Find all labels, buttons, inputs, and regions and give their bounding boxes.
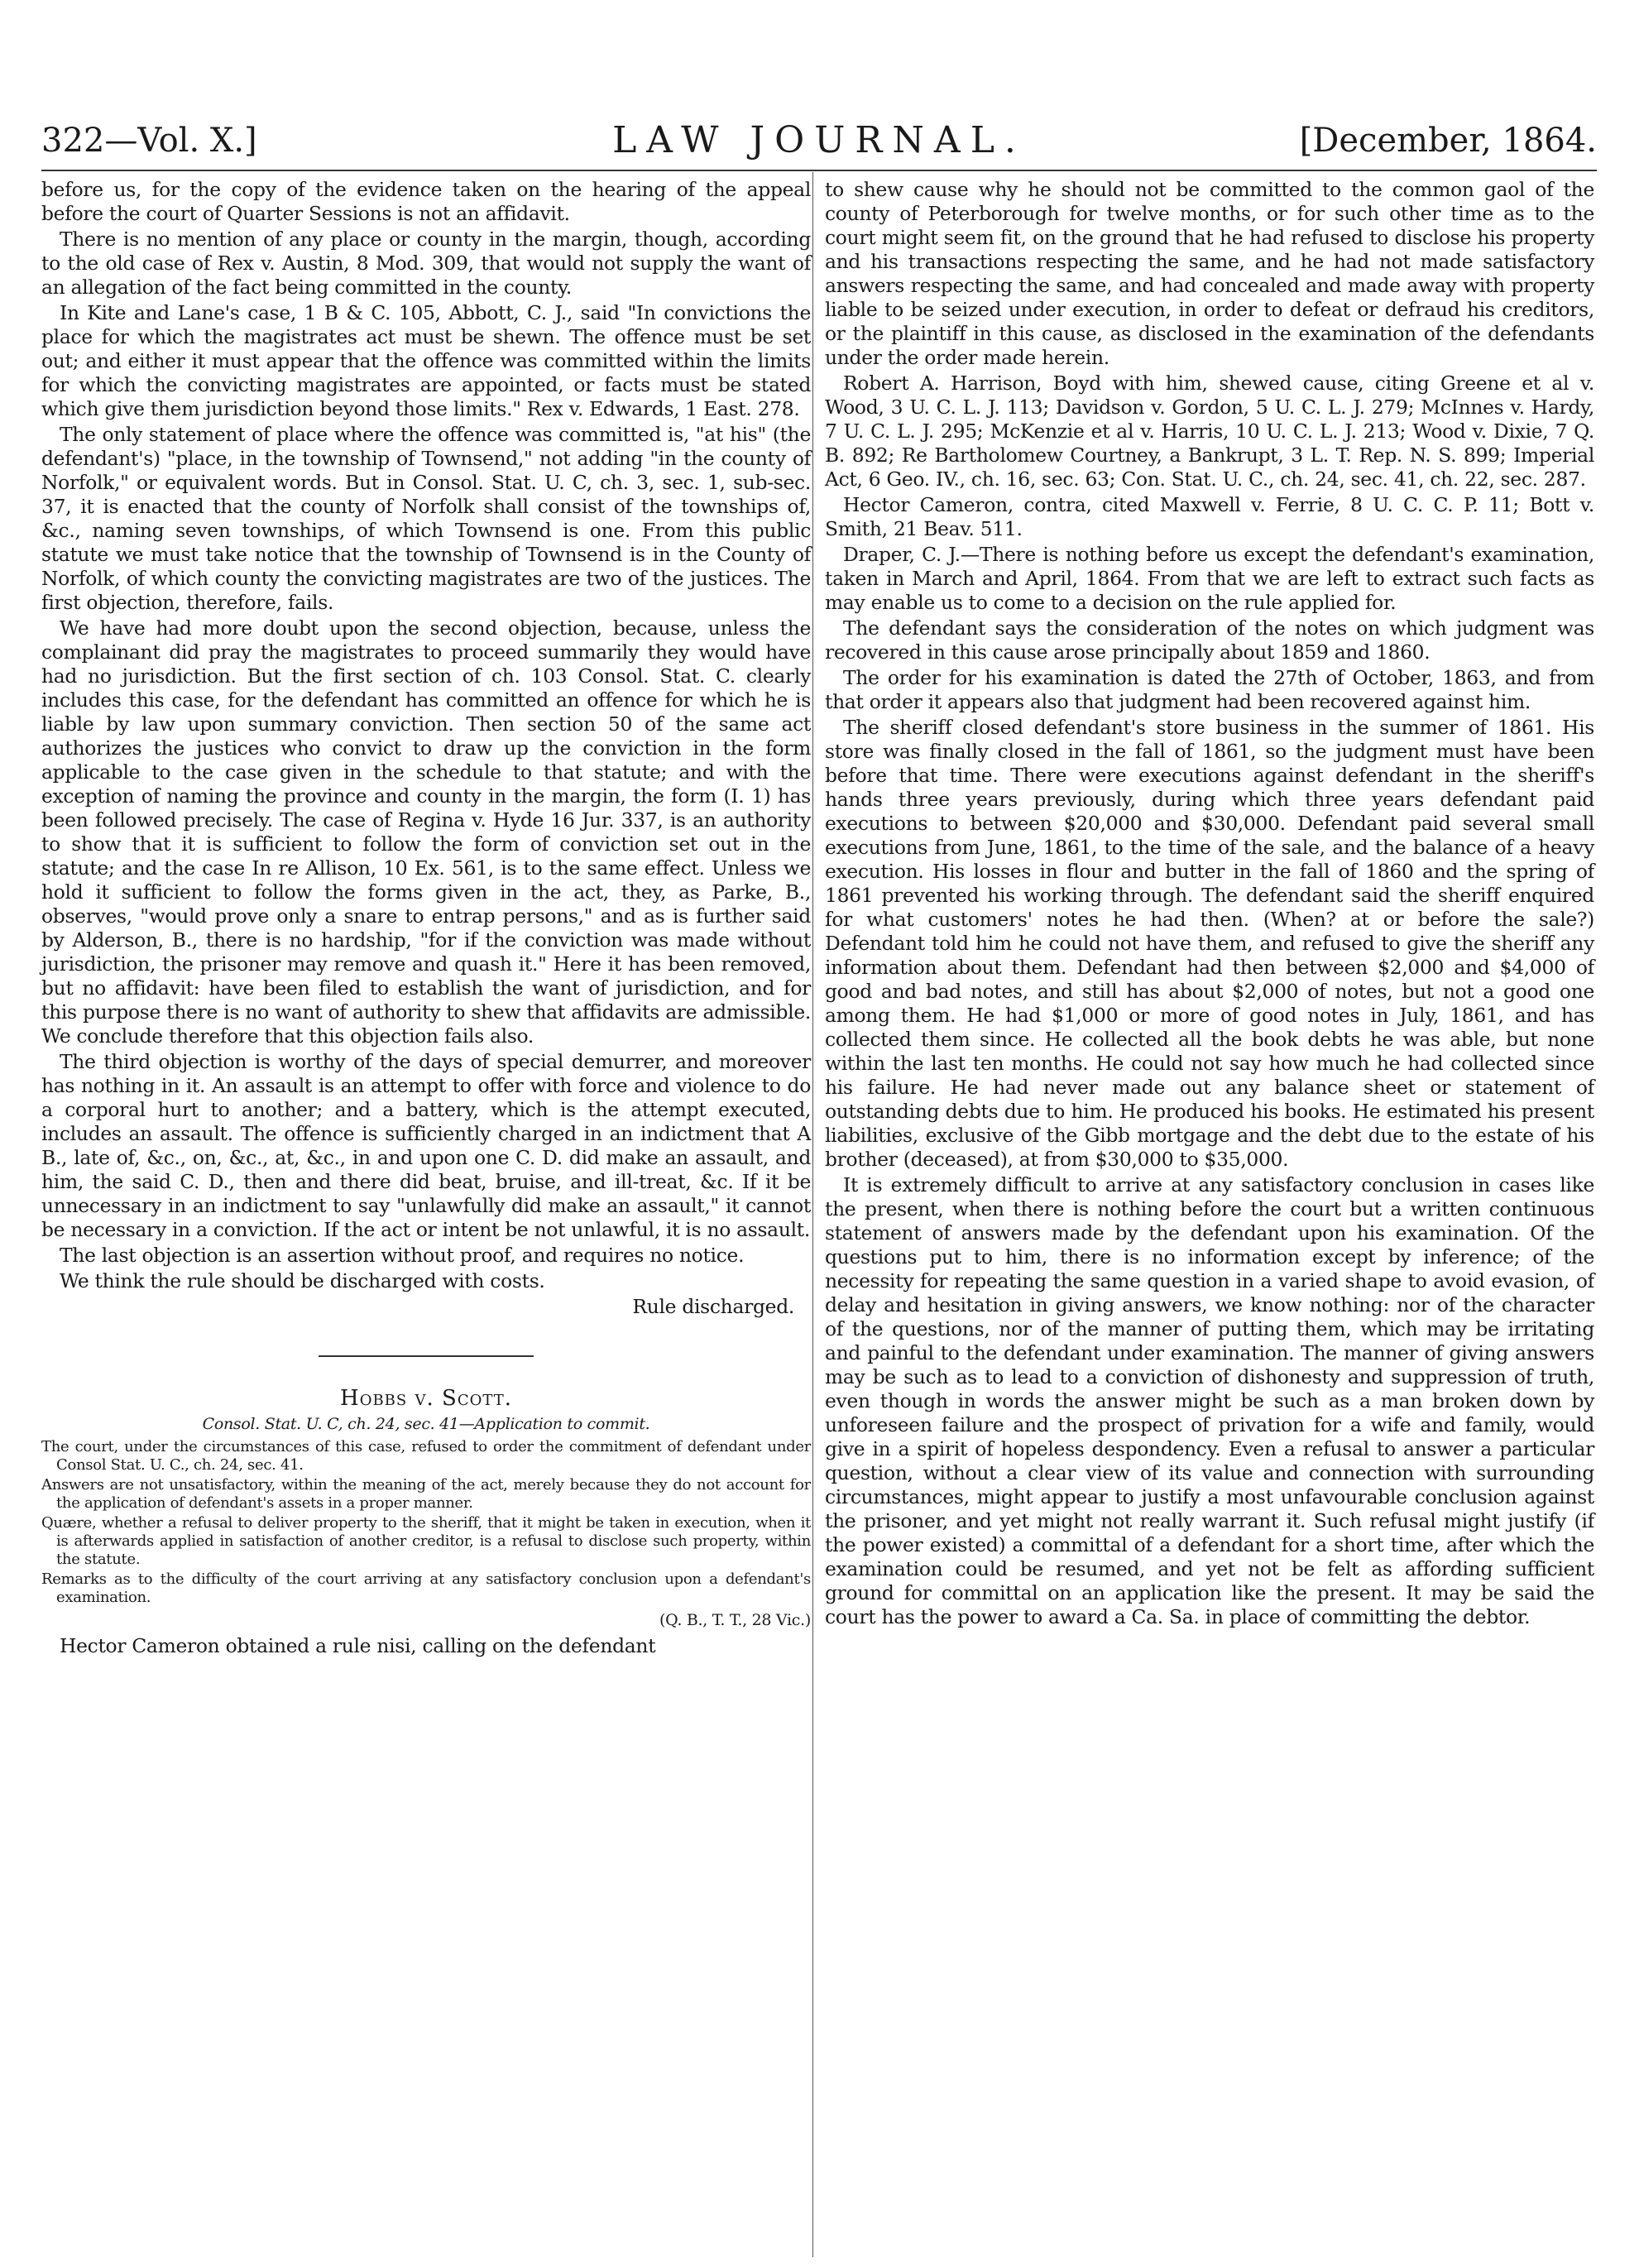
page-header: [41, 116, 1597, 165]
journal-title: LAW JOURNAL.: [612, 119, 1026, 161]
paragraph: Hector Cameron, contra, cited Maxwell v. Ferrie, 8 U. C. C. P. 11; Bott v. Smith, 21 Beav. 511.: [825, 493, 1594, 540]
paragraph: It is extremely difficult to arrive at any satisfactory conclusion in cases like the present, when there is nothing before the court but a written continuous statement of answers made by the defendant upon his examination. Of the questions put to him, there is no information except by inference; of the necessity for repeating the same question in a varied shape to avoid evasion, of delay and hesitation in giving answers, we know nothing: nor of the character of the questions, nor of the manner of putting them, which may be irritating and painful to the defendant under examination. The manner of giving answers may be such as to lead to a conviction of dishonesty and suppression of truth, even though in words the answer might be such as a man broken down by unforeseen failure and the prospect of privation for a wife and family, would give in a spirit of hopeless despondency. Even a refusal to answer a particular question, without a clear view of its value and connection with surrounding circumstances, might appear to justify a most unfavourable conclusion against the prisoner, and yet might not really warrant it. Such refusal might justify (if the power existed) a committal of a defendant for a short time, after which the examination could be resumed, and yet not be felt as affording sufficient ground for committal on an application like the present. It may be said the court has the power to award a Ca. Sa. in place of committing the debtor.: [825, 1173, 1594, 1628]
paragraph: The order for his examination is dated the 27th of October, 1863, and from that order it appears also that judgment had been recovered against him.: [825, 666, 1594, 713]
headnote: Remarks as to the difficulty of the court arriving at any satisfactory conclusion upon a defendant's examination.: [41, 1570, 811, 1606]
paragraph: Robert A. Harrison, Boyd with him, shewed cause, citing Greene et al v. Wood, 3 U. C. L. J. 113; Davidson v. Gordon, 5 U. C. L. J. 279; McInnes v. Hardy, 7 U. C. L. J. 295; McKenzie et al v. Harris, 10 U. C. L. J. 213; Wood v. Dixie, 7 Q. B. 892; Re Bartholomew Courtney, a Bankrupt, 3 L. T. Rep. N. S. 899; Imperial Act, 6 Geo. IV., ch. 16, sec. 63; Con. Stat. U. C., ch. 24, sec. 41, ch. 22, sec. 287.: [825, 372, 1594, 491]
right-column: [825, 178, 1594, 1631]
paragraph: We have had more doubt upon the second objection, because, unless the complainant did pray the magistrates to proceed summarily they would have had no jurisdiction. But the first section of ch. 103 Consol. Stat. C. clearly includes this case, for the defendant has committed an offence for which he is liable by law upon summary conviction. Then section 50 of the same act authorizes the justices who convict to draw up the conviction in the form applicable to the case given in the schedule to that statute; and with the exception of naming the province and county in the margin, the form (I. 1) has been followed precisely. The case of Regina v. Hyde 16 Jur. 337, is an authority to show that it is sufficient to follow the form of conviction set out in the statute; and the case In re Allison, 10 Ex. 561, is to the same effect. Unless we hold it sufficient to follow the forms given in the act, they, as Parke, B., observes, "would prove only a snare to entrap persons," and as is further said by Alderson, B., there is no hardship, "for if the conviction was made without jurisdiction, the prisoner may remove and quash it." Here it has been removed, but no affidavit: have been filed to establish the want of jurisdiction, and for this purpose there is no want of authority to shew that affidavits are admissible. We conclude therefore that this objection fails also.: [41, 616, 811, 1048]
paragraph: The last objection is an assertion without proof, and requires no notice.: [60, 1244, 745, 1267]
case-title: Hobbs v. Scott.: [340, 1386, 512, 1411]
header-rule: [41, 170, 1597, 171]
paragraph: In Kite and Lane's case, 1 B & C. 105, Abbott, C. J., said "In convictions the place for which the magistrates act must be shewn. The offence must be set out; and either it must appear that the offence was committed within the limits for which the convicting magistrates are appointed, or facts must be stated which give them jurisdiction beyond those limits." Rex v. Edwards, 1 East. 278.: [41, 301, 811, 420]
left-column: [41, 178, 811, 1660]
paragraph: Hector Cameron obtained a rule nisi, calling on the defendant: [60, 1634, 656, 1657]
paragraph: The defendant says the consideration of the notes on which judgment was recovered in this cause arose principally about 1859 and 1860.: [825, 616, 1594, 664]
column-divider: [812, 172, 813, 2257]
headnote: Quære, whether a refusal to deliver property to the sheriff, that it might be taken in execution, when it is afterwards applied in satisfaction of another creditor, is a refusal to disclose such property, within the statute.: [41, 1514, 811, 1568]
case-subheading: Consol. Stat. U. C, ch. 24, sec. 41—Application to commit.: [202, 1415, 650, 1433]
case-citation: (Q. B., T. T., 28 Vic.): [659, 1611, 811, 1629]
paragraph: The only statement of place where the offence was committed is, "at his" (the defendant's) "place, in the township of Townsend," not adding "in the county of Norfolk," or equivalent words. But in Consol. Stat. U. C, ch. 3, sec. 1, sub-sec. 37, it is enacted that the county of Norfolk shall consist of the townships of, &c., naming seven townships, of which Townsend is one. From this public statute we must take notice that the township of Townsend is in the County of Norfolk, of which county the convicting magistrates are two of the justices. The first objection, therefore, fails.: [41, 423, 811, 614]
rule-discharged: Rule discharged.: [632, 1295, 794, 1318]
page-number-volume: 322—Vol. X.]: [41, 122, 257, 160]
paragraph: Draper, C. J.—There is nothing before us except the defendant's examination, taken in March and April, 1864. From that we are left to extract such facts as may enable us to come to a decision on the rule applied for.: [825, 543, 1594, 614]
paragraph: There is no mention of any place or county in the margin, though, according to the old case of Rex v. Austin, 8 Mod. 309, that would not supply the want of an allegation of the fact being committed in the county.: [41, 228, 811, 299]
section-divider: [319, 1355, 534, 1357]
headnote: The court, under the circumstances of this case, refused to order the commitment of defendant under Consol Stat. U. C., ch. 24, sec. 41.: [41, 1438, 811, 1474]
issue-date: [December, 1864.: [1299, 122, 1597, 160]
paragraph: before us, for the copy of the evidence taken on the hearing of the appeal before the court of Quarter Sessions is not an affidavit.: [41, 178, 811, 225]
paragraph: The third objection is worthy of the days of special demurrer, and moreover has nothing in it. An assault is an attempt to offer with force and violence to do a corporal hurt to another; and a battery, which is the attempt executed, includes an assault. The offence is sufficiently charged in an indictment that A B., late of, &c., on, &c., at, &c., in and upon one C. D. did make an assault, and him, the said C. D., then and there did beat, bruise, and ill-treat, &c. If it be unnecessary in an indictment to say "unlawfully did make an assault," it cannot be necessary in a conviction. If the act or intent be not unlawful, it is no assault.: [41, 1050, 811, 1241]
paragraph: We think the rule should be discharged with costs.: [60, 1269, 545, 1292]
headnote: Answers are not unsatisfactory, within the meaning of the act, merely because they do not account for the application of defendant's assets in a proper manner.: [41, 1476, 811, 1512]
paragraph: to shew cause why he should not be committed to the common gaol of the county of Peterborough for twelve months, or for such other time as to the court might seem fit, on the ground that he had refused to disclose his property and his transactions respecting the same, and he had not made satisfactory answers respecting the same, and had concealed and made away with property liable to be seized under execution, in order to defeat or defraud his creditors, or the plaintiff in this cause, as disclosed in the examination of the defendants under the order made herein.: [825, 178, 1594, 369]
paragraph: The sheriff closed defendant's store business in the summer of 1861. His store was finally closed in the fall of 1861, so the judgment must have been before that time. There were executions against defendant in the sheriff's hands three years previously, during which three years defendant paid executions to between $20,000 and $30,000. Defendant paid several small executions from June, 1861, to the time of the sale, and the balance of a heavy execution. His losses in flour and butter in the fall of 1860 and the spring of 1861 prevented his working through. The defendant said the sheriff enquired for what customers' notes he had then. (When? at or before the sale?) Defendant told him he could not have them, and refused to give the sheriff any information about them. Defendant had then between $2,000 and $4,000 of good and bad notes, and still has about $2,000 of notes, but not a good one among them. He had $1,000 or more of good notes in July, 1861, and has collected them since. He collected all the book debts he was able, but none within the last ten months. He could not say how much he had collected since his failure. He had never made out any balance sheet or statement of outstanding debts due to him. He produced his books. He estimated his present liabilities, exclusive of the Gibb mortgage and the debt due to the estate of his brother (deceased), at from $30,000 to $35,000.: [825, 716, 1594, 1171]
